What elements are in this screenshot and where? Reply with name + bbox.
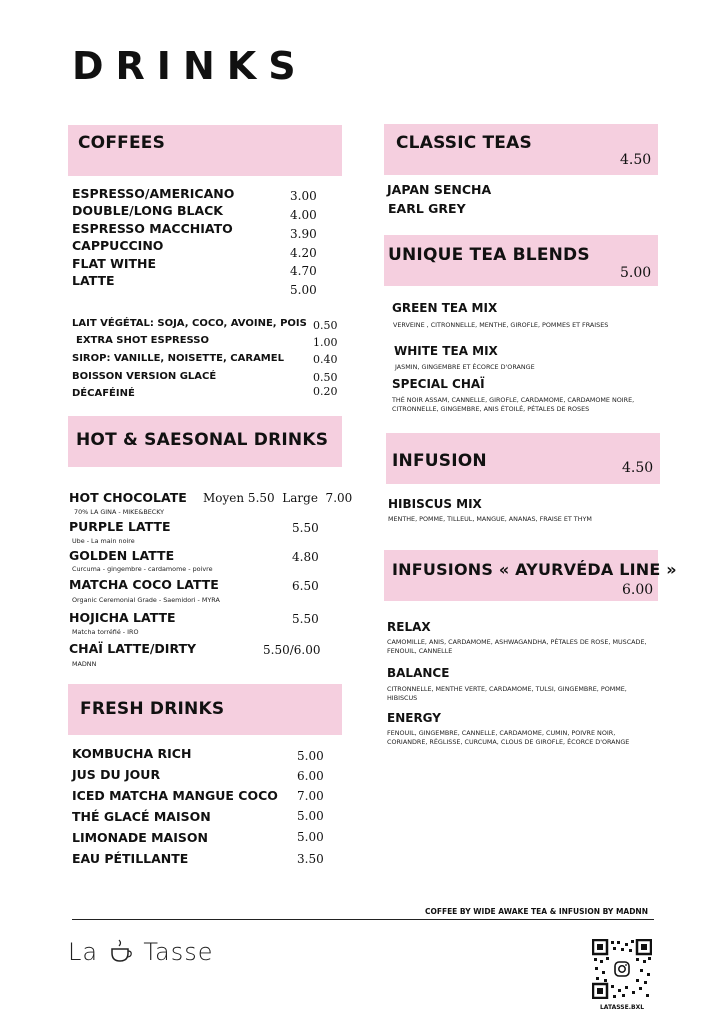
extra-item: EXTRA SHOT ESPRESSO [76,335,210,346]
la-tasse-logo [68,938,214,966]
ayurveda-title: INFUSIONS « AYURVÉDA LINE » [392,560,677,579]
infusion-title: INFUSION [392,451,487,471]
extra-price: 1.00 [313,336,338,349]
extra-item: LAIT VÉGÉTAL: SOJA, COCO, AVOINE, POIS [72,318,307,329]
menu-item: EAU PÉTILLANTE [72,851,189,866]
menu-item: ESPRESSO/AMERICANO [72,186,235,201]
menu-price: 6.50 [292,579,319,593]
item-description: 70% LA GINA - MIKE&BECKY [74,508,165,516]
menu-item: CHAÏ LATTE/DIRTY [69,641,197,656]
item-description: Ube - La main noire [72,537,135,545]
unique-title: UNIQUE TEA BLENDS [388,245,590,265]
classic-title: CLASSIC TEAS [396,133,532,153]
extra-item: BOISSON VERSION GLACÉ [72,371,217,382]
menu-item: RELAX [387,620,431,634]
item-description: VERVEINE , CITRONNELLE, MENTHE, GIROFLE, POMMES ET FRAISES [393,321,609,329]
menu-price: 5.00 [297,749,324,763]
item-description: Organic Ceremonial Grade - Saemidori - MYRA [72,596,220,604]
menu-price: 7.00 [297,789,324,803]
menu-item: ENERGY [387,711,441,725]
extra-price: 0.50 [313,319,338,332]
item-description: Curcuma - gingembre - cardamome - poivre [72,565,213,573]
menu-price: 4.20 [290,246,317,260]
menu-item: GREEN TEA MIX [392,301,498,315]
extra-price: 0.50 [313,371,338,384]
logo-text-left: La [68,938,99,966]
menu-item: JUS DU JOUR [72,767,161,782]
item-description: MADNN [72,660,97,668]
extra-item: SIROP: VANILLE, NOISETTE, CARAMEL [72,353,284,364]
menu-price: 4.00 [290,208,317,222]
menu-price: 5.50 [292,612,319,626]
menu-item: CAPPUCCINO [72,238,164,253]
menu-item: ESPRESSO MACCHIATO [72,221,233,236]
unique-price: 5.00 [620,265,652,281]
menu-item: FLAT WITHE [72,256,157,271]
menu-item: PURPLE LATTE [69,519,171,534]
menu-price: 4.70 [290,264,317,278]
menu-price: 5.00 [297,809,324,823]
extra-price: 0.40 [313,353,338,366]
menu-item: DOUBLE/LONG BLACK [72,203,223,218]
item-description: MENTHE, POMME, TILLEUL, MANGUE, ANANAS, FRAISE ET THYM [388,515,592,523]
menu-item: BALANCE [387,666,450,680]
menu-item: LIMONADE MAISON [72,830,208,845]
classic-price: 4.50 [620,152,652,168]
hot-title: HOT & SAESONAL DRINKS [76,430,329,450]
item-description: CITRONNELLE, MENTHE VERTE, CARDAMOME, TULSI, GINGEMBRE, POMME, HIBISCUS [387,685,627,702]
item-description: FENOUIL, GINGEMBRE, CANNELLE, CARDAMOME, CUMIN, POIVRE NOIR, CORIANDRE, RÉGLISSE, CURCUMA, CLOUS DE GIROFLE, ÉCORCE D'ORANGE [387,729,630,746]
menu-item: SPECIAL CHAÏ [392,377,485,391]
menu-item: ICED MATCHA MANGUE COCO [72,788,278,803]
menu-price: 5.00 [297,830,324,844]
item-description: CAMOMILLE, ANIS, CARDAMOME, ASHWAGANDHA, PÉTALES DE ROSE, MUSCADE, FENOUIL, CANNELLE [387,638,647,655]
menu-price: 3.90 [290,227,317,241]
menu-item: JAPAN SENCHA [387,182,492,197]
credit-text: COFFEE BY WIDE AWAKE TEA & INFUSION BY MADNN [424,907,648,916]
menu-price: 5.50 [292,521,319,535]
menu-item: EARL GREY [388,201,466,216]
fresh-title: FRESH DRINKS [80,699,225,719]
menu-item: WHITE TEA MIX [394,344,498,358]
menu-item: KOMBUCHA RICH [72,746,192,761]
item-description: THÉ NOIR ASSAM, CANNELLE, GIROFLE, CARDAMOME, CARDAMOME NOIRE, CITRONNELLE, GINGEMBRE, ANIS ÉTOILÉ, PÉTALES DE ROSES [392,396,635,413]
coffees-title: COFFEES [78,133,166,153]
menu-price: 6.00 [297,769,324,783]
menu-item: MATCHA COCO LATTE [69,577,219,592]
item-description: Matcha torréfié - IRO [72,628,139,636]
page-title: DRINKS [72,44,308,88]
menu-item: HIBISCUS MIX [388,497,482,511]
menu-item: GOLDEN LATTE [69,548,175,563]
menu-item: LATTE [72,273,115,288]
logo-text-right: Tasse [143,938,214,966]
item-description: JASMIN, GINGEMBRE ET ÉCORCE D'ORANGE [395,363,535,371]
menu-price: 3.50 [297,852,324,866]
menu-price: 4.80 [292,550,319,564]
menu-item: HOT CHOCOLATE [69,490,187,505]
qr-code[interactable] [592,939,652,999]
footer-divider [72,919,654,920]
menu-item: HOJICHA LATTE [69,610,176,625]
menu-price: 5.50/6.00 [263,643,321,657]
extra-item: DÉCAFÉINÉ [72,388,135,399]
qr-label: LATASSE.BXL [599,1004,645,1011]
menu-item: THÉ GLACÉ MAISON [72,809,211,824]
menu-price: 5.00 [290,283,317,297]
cup-icon [109,938,133,964]
menu-price: Moyen 5.50 Large 7.00 [203,491,353,505]
extra-price: 0.20 [313,385,338,398]
infusion-price: 4.50 [622,460,654,476]
ayurveda-price: 6.00 [622,582,654,598]
menu-price: 3.00 [290,189,317,203]
